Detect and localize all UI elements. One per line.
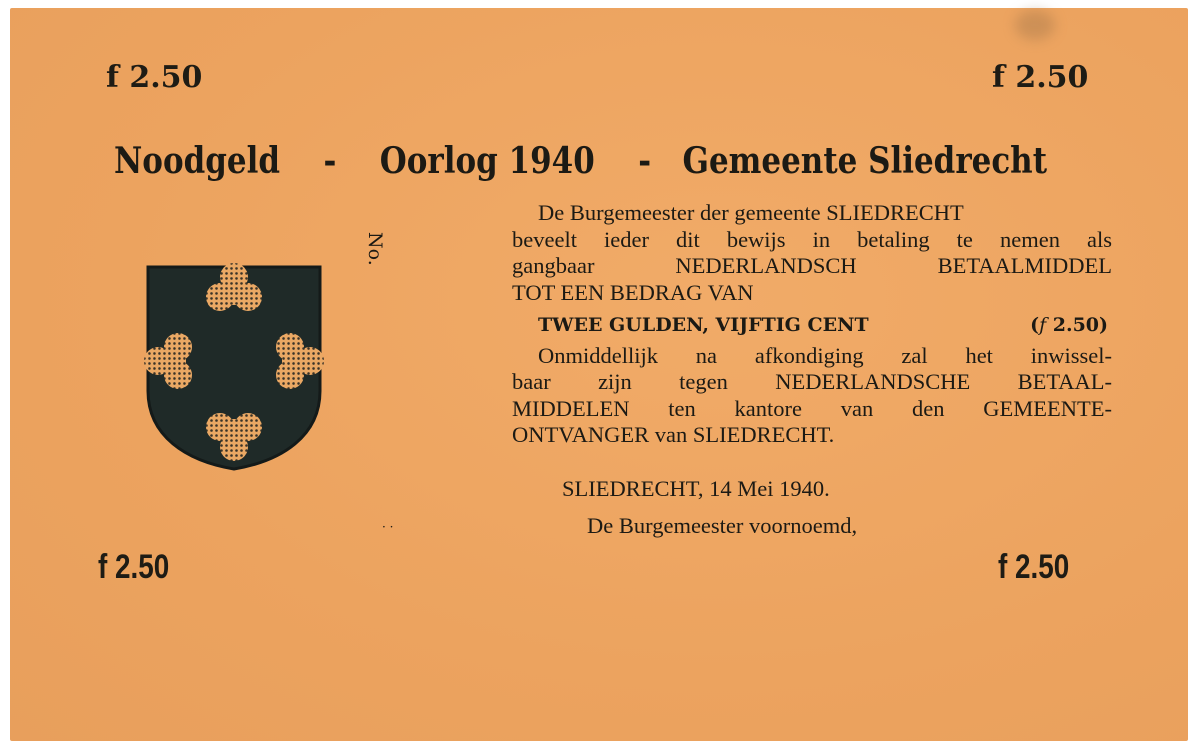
- title-oorlog: Oorlog 1940: [379, 140, 595, 182]
- guilder-sign: f: [1039, 314, 1047, 336]
- title-noodgeld: Noodgeld: [114, 140, 281, 182]
- signature-line: De Burgemeester voornoemd,: [587, 513, 858, 538]
- denomination-bottom-left: f 2.50: [98, 548, 170, 586]
- denomination-top-left: f 2.50: [106, 60, 203, 95]
- paper-stain: [1015, 10, 1055, 40]
- place-and-date: SLIEDRECHT, 14 Mei 1940.: [562, 476, 830, 501]
- title-separator: -: [323, 140, 337, 182]
- note-title: [114, 140, 1047, 182]
- coat-of-arms-icon: [142, 261, 326, 473]
- decree-line: De Burgemeester der gemeente SLIEDRECHT: [538, 200, 964, 225]
- decree-line: baar zijn tegen NEDERLANDSCHE BETAAL-: [512, 369, 1112, 394]
- amount-in-figures: (f 2.50): [1030, 314, 1108, 336]
- title-gemeente: Gemeente Sliedrecht: [682, 140, 1047, 182]
- title-separator: -: [638, 140, 652, 182]
- amount-in-words: TWEE GULDEN, VIJFTIG CENT: [538, 314, 869, 336]
- print-specks: · ·: [382, 520, 394, 534]
- decree-line: TOT EEN BEDRAG VAN: [512, 279, 754, 305]
- decree-line: ONTVANGER van SLIEDRECHT.: [512, 422, 835, 447]
- denomination-bottom-right: f 2.50: [998, 548, 1070, 586]
- decree-line: MIDDELEN ten kantore van den GEMEENTE-: [512, 395, 1112, 421]
- emergency-banknote: [10, 8, 1188, 741]
- serial-number-label: No.: [364, 232, 386, 266]
- amount-line: [512, 312, 1112, 339]
- denomination-top-right: f 2.50: [992, 60, 1089, 95]
- decree-line: beveelt ieder dit bewijs in betaling te nemen als: [512, 226, 1112, 252]
- decree-line: gangbaar NEDERLANDSCH BETAALMIDDEL: [512, 253, 1112, 278]
- decree-line: Onmiddellijk na afkondiging zal het inwissel-: [538, 342, 1112, 368]
- decree-text: [512, 200, 1112, 449]
